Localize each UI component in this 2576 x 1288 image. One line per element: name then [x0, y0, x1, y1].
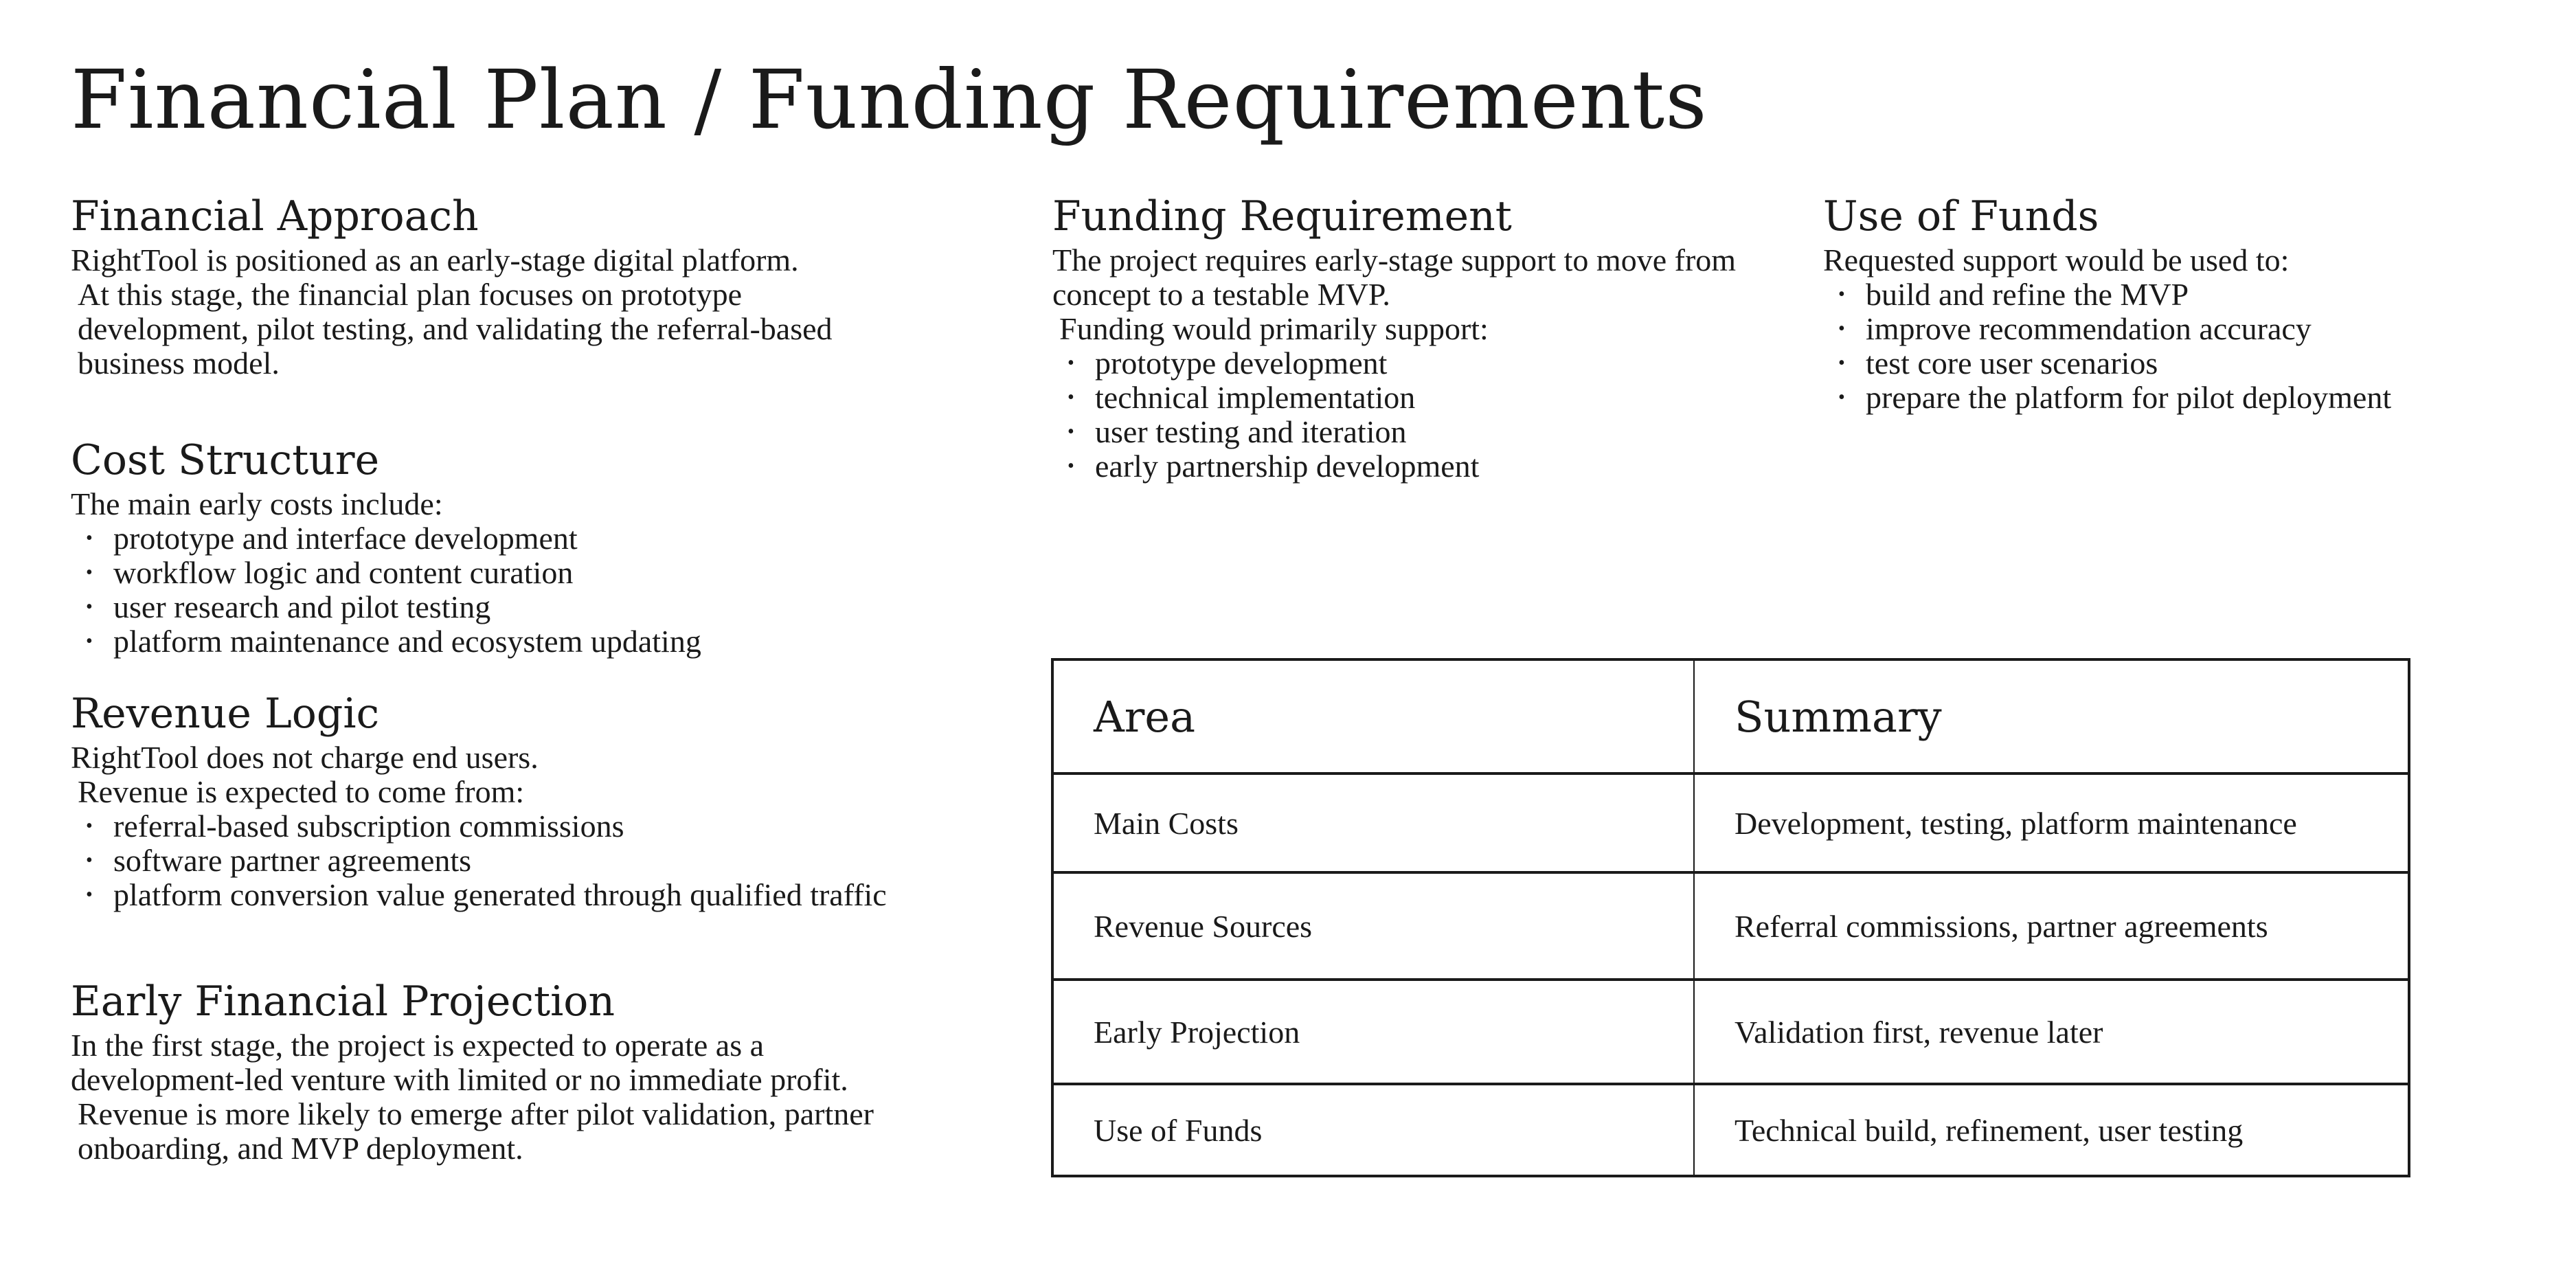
list-item: • software partner agreements [71, 844, 895, 878]
financial-approach-text-2: At this stage, the financial plan focuses on prototype development, pilot testing, and validating the referral-based business model. [78, 277, 833, 381]
list-item: • referral-based subscription commissions [71, 809, 895, 844]
use-of-funds-intro: Requested support would be used to: [1823, 242, 2290, 278]
list-item: • user research and pilot testing [71, 590, 881, 624]
page-title: Financial Plan / Funding Requirements [71, 52, 1708, 147]
table-cell-area: Early Projection [1052, 980, 1694, 1084]
table-cell-area: Use of Funds [1052, 1084, 1694, 1176]
early-projection-text-2: Revenue is more likely to emerge after pilot validation, partner onboarding, and MVP deployment. [78, 1096, 874, 1166]
table-cell-summary: Technical build, refinement, user testing [1694, 1084, 2409, 1176]
revenue-logic-section [71, 691, 895, 912]
table-cell-area: Revenue Sources [1052, 872, 1694, 980]
list-item: • workflow logic and content curation [71, 556, 881, 590]
early-projection-heading: Early Financial Projection [71, 978, 615, 1026]
table-row [1052, 872, 2409, 980]
list-item: • build and refine the MVP [1823, 278, 2544, 312]
list-item: • early partnership development [1052, 449, 1739, 484]
list-item: • prototype development [1052, 346, 1739, 381]
funding-requirement-section [1052, 194, 1739, 484]
funding-requirement-list [1052, 346, 1739, 484]
revenue-logic-list [71, 809, 895, 912]
table-row [1052, 773, 2409, 872]
financial-approach-text-1: RightTool is positioned as an early-stage digital platform. [71, 242, 799, 278]
list-item: • platform conversion value generated through qualified traffic [71, 878, 895, 912]
cost-structure-intro: The main early costs include: [71, 486, 443, 521]
funding-requirement-heading: Funding Requirement [1052, 192, 1512, 240]
table-cell-summary: Validation first, revenue later [1694, 980, 2409, 1084]
table-row [1052, 1084, 2409, 1176]
list-item: • improve recommendation accuracy [1823, 312, 2544, 346]
table-cell-summary: Referral commissions, partner agreements [1694, 872, 2409, 980]
list-item: • test core user scenarios [1823, 346, 2544, 381]
use-of-funds-section [1823, 194, 2544, 415]
table-row [1052, 980, 2409, 1084]
funding-requirement-text-1: The project requires early-stage support to move from concept to a testable MVP. [1052, 242, 1737, 312]
use-of-funds-list [1823, 278, 2544, 415]
financial-approach-heading: Financial Approach [71, 192, 479, 240]
list-item: • user testing and iteration [1052, 415, 1739, 449]
table-cell-area: Main Costs [1052, 773, 1694, 872]
column-header-area: Area [1052, 659, 1694, 773]
summary-table [1051, 658, 2410, 1177]
list-item: • technical implementation [1052, 381, 1739, 415]
table-cell-summary: Development, testing, platform maintenance [1694, 773, 2409, 872]
funding-requirement-text-2: Funding would primarily support: [1059, 311, 1489, 346]
use-of-funds-heading: Use of Funds [1823, 192, 2099, 240]
column-header-summary: Summary [1694, 659, 2409, 773]
early-projection-section [71, 979, 895, 1166]
list-item: • prepare the platform for pilot deployment [1823, 381, 2544, 415]
revenue-logic-heading: Revenue Logic [71, 690, 380, 738]
table-header-row [1052, 659, 2409, 773]
list-item: • prototype and interface development [71, 521, 881, 556]
cost-structure-heading: Cost Structure [71, 436, 380, 484]
cost-structure-list [71, 521, 881, 659]
revenue-logic-text-2: Revenue is expected to come from: [78, 774, 525, 809]
list-item: • platform maintenance and ecosystem updating [71, 624, 881, 659]
financial-approach-section [71, 194, 881, 381]
revenue-logic-text-1: RightTool does not charge end users. [71, 740, 539, 775]
early-projection-text-1: In the first stage, the project is expected to operate as a development-led venture with limited or no immediate profit. [71, 1028, 848, 1097]
cost-structure-section [71, 438, 881, 659]
